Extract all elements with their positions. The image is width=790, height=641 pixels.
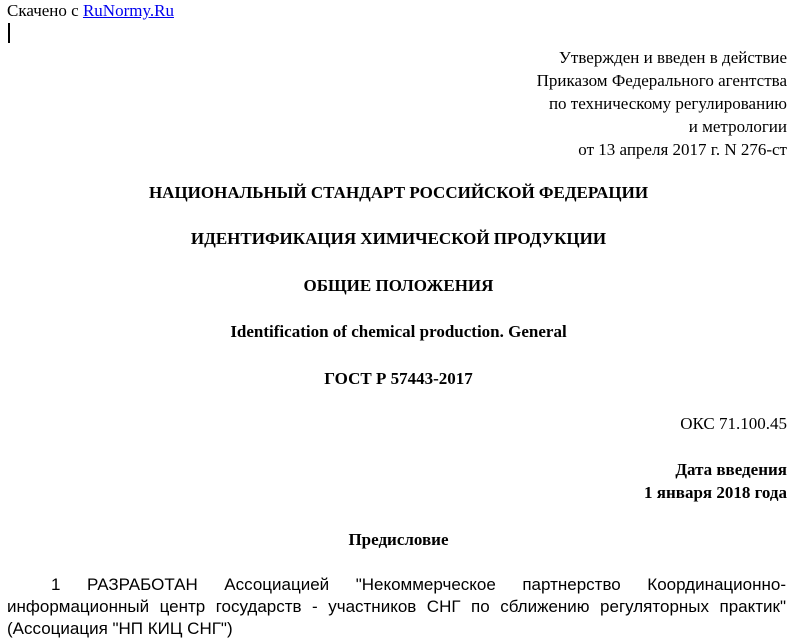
document-title: ИДЕНТИФИКАЦИЯ ХИМИЧЕСКОЙ ПРОДУКЦИИ: [190, 229, 607, 248]
source-prefix: Скачено с: [7, 1, 83, 20]
approval-line: и метрологии: [688, 117, 787, 136]
intro-date-label: Дата введения: [675, 460, 787, 479]
approval-line: Приказом Федерального агентства: [536, 71, 787, 90]
foreword-title: Предисловие: [348, 530, 449, 549]
approval-block: [537, 46, 787, 161]
document-subtitle: ОБЩИЕ ПОЛОЖЕНИЯ: [303, 276, 494, 295]
foreword-paragraph: 1 РАЗРАБОТАН Ассоциацией "Некоммерческое партнерство Координационно-информационный центр государств - участников СНГ по сближению регуляторных практик" (Ассоциация "НП КИЦ СНГ"): [7, 575, 786, 638]
oks-code: ОКС 71.100.45: [680, 414, 787, 433]
approval-line: Утвержден и введен в действие: [558, 48, 787, 67]
standard-title: НАЦИОНАЛЬНЫЙ СТАНДАРТ РОССИЙСКОЙ ФЕДЕРАЦИИ: [148, 183, 649, 202]
intro-date: 1 января 2018 года: [644, 483, 787, 502]
source-line: [7, 1, 174, 21]
text-cursor: [8, 23, 10, 43]
source-link[interactable]: RuNormy.Ru: [82, 1, 174, 20]
approval-line: по техническому регулированию: [548, 94, 787, 113]
approval-line: от 13 апреля 2017 г. N 276-ст: [578, 140, 787, 159]
gost-number: ГОСТ Р 57443-2017: [324, 369, 473, 388]
english-title: Identification of chemical production. General: [230, 322, 567, 341]
